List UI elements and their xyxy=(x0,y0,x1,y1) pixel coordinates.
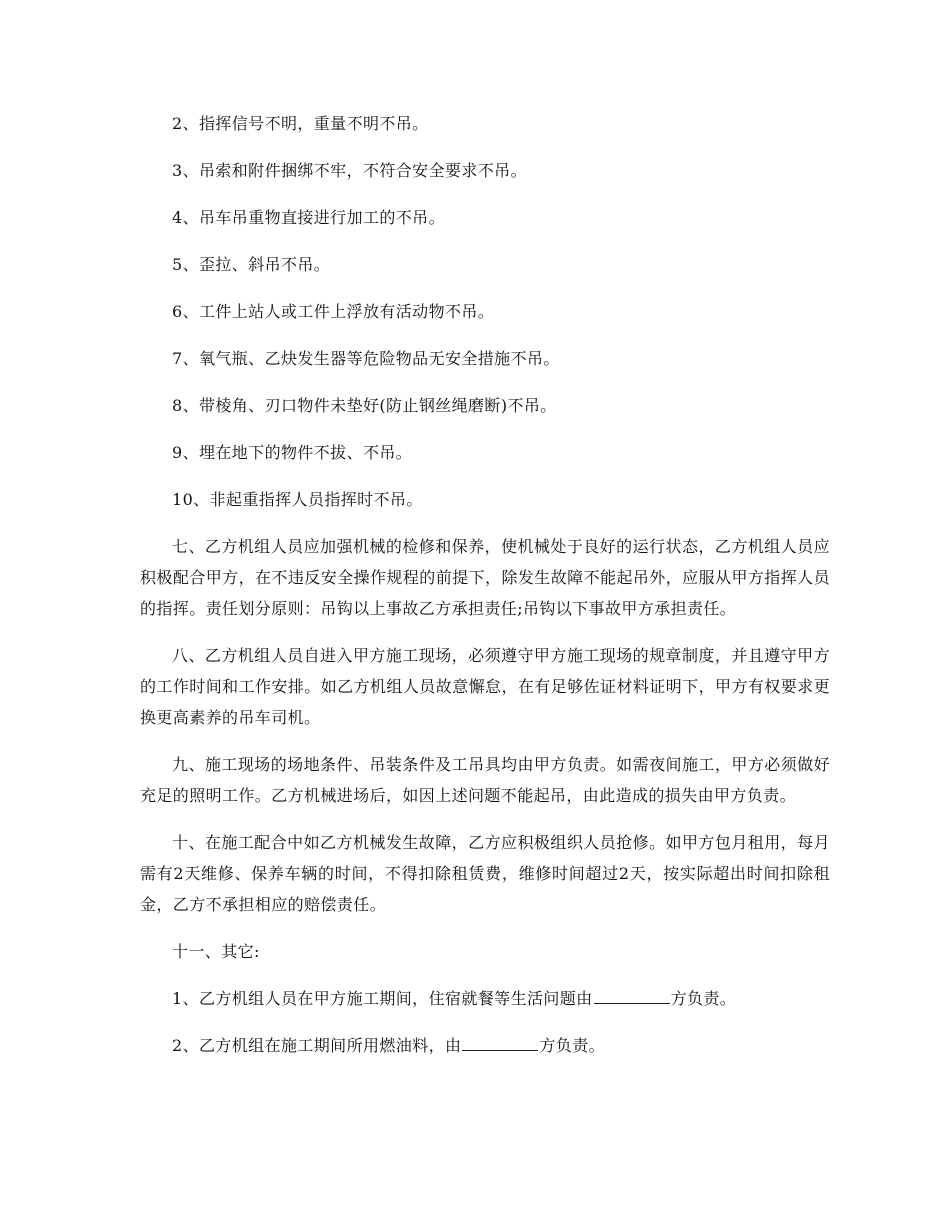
clause-1-text-before: 1、乙方机组人员在甲方施工期间，住宿就餐等生活问题由 xyxy=(172,989,593,1008)
item-9: 9、埋在地下的物件不拔、不吊。 xyxy=(172,443,413,462)
item-8: 8、带棱角、刃口物件未垫好(防止钢丝绳磨断)不吊。 xyxy=(172,396,557,415)
section-8: 八、乙方机组人员自进入甲方施工现场，必须遵守甲方施工现场的规章制度，并且遵守甲方的工作时间和工作安排。如乙方机组人员故意懈怠，在有足够佐证材料证明下，甲方有权要求更换更高素养的吊车司机。 xyxy=(140,646,830,727)
item-4: 4、吊车吊重物直接进行加工的不吊。 xyxy=(172,208,445,227)
section-9: 九、施工现场的场地条件、吊装条件及工吊具均由甲方负责。如需夜间施工，甲方必须做好充足的照明工作。乙方机械进场后，如因上述问题不能起吊，由此造成的损失由甲方负责。 xyxy=(140,755,830,805)
clause-2-text-before: 2、乙方机组在施工期间所用燃油料，由 xyxy=(172,1036,462,1055)
item-5: 5、歪拉、斜吊不吊。 xyxy=(172,255,331,274)
section-7: 七、乙方机组人员应加强机械的检修和保养，使机械处于良好的运行状态，乙方机组人员应积极配合甲方，在不违反安全操作规程的前提下，除发生故障不能起吊外，应服从甲方指挥人员的指挥。责任划分原则：吊钩以上事故乙方承担责任;吊钩以下事故甲方承担责任。 xyxy=(140,537,830,618)
clause-1-text-after: 方负责。 xyxy=(670,989,737,1008)
clause-1 xyxy=(140,983,830,1014)
clause-2-text-after: 方负责。 xyxy=(539,1036,605,1055)
item-2: 2、指挥信号不明，重量不明不吊。 xyxy=(172,114,429,133)
clause-2 xyxy=(140,1030,830,1061)
clause-2-blank xyxy=(462,1032,538,1051)
clause-1-blank xyxy=(594,985,670,1004)
item-6: 6、工件上站人或工件上浮放有活动物不吊。 xyxy=(172,302,495,321)
section-11-heading: 十一、其它: xyxy=(172,942,260,961)
section-10: 十、在施工配合中如乙方机械发生故障，乙方应积极组织人员抢修。如甲方包月租用，每月需有2天维修、保养车辆的时间，不得扣除租赁费，维修时间超过2天，按实际超出时间扣除租金，乙方不承担相应的赔偿责任。 xyxy=(140,833,830,914)
item-3: 3、吊索和附件捆绑不牢，不符合安全要求不吊。 xyxy=(172,161,527,180)
item-7: 7、氧气瓶、乙炔发生器等危险物品无安全措施不吊。 xyxy=(172,349,560,368)
document-body xyxy=(140,108,830,1077)
item-10: 10、非起重指挥人员指挥时不吊。 xyxy=(172,490,423,509)
